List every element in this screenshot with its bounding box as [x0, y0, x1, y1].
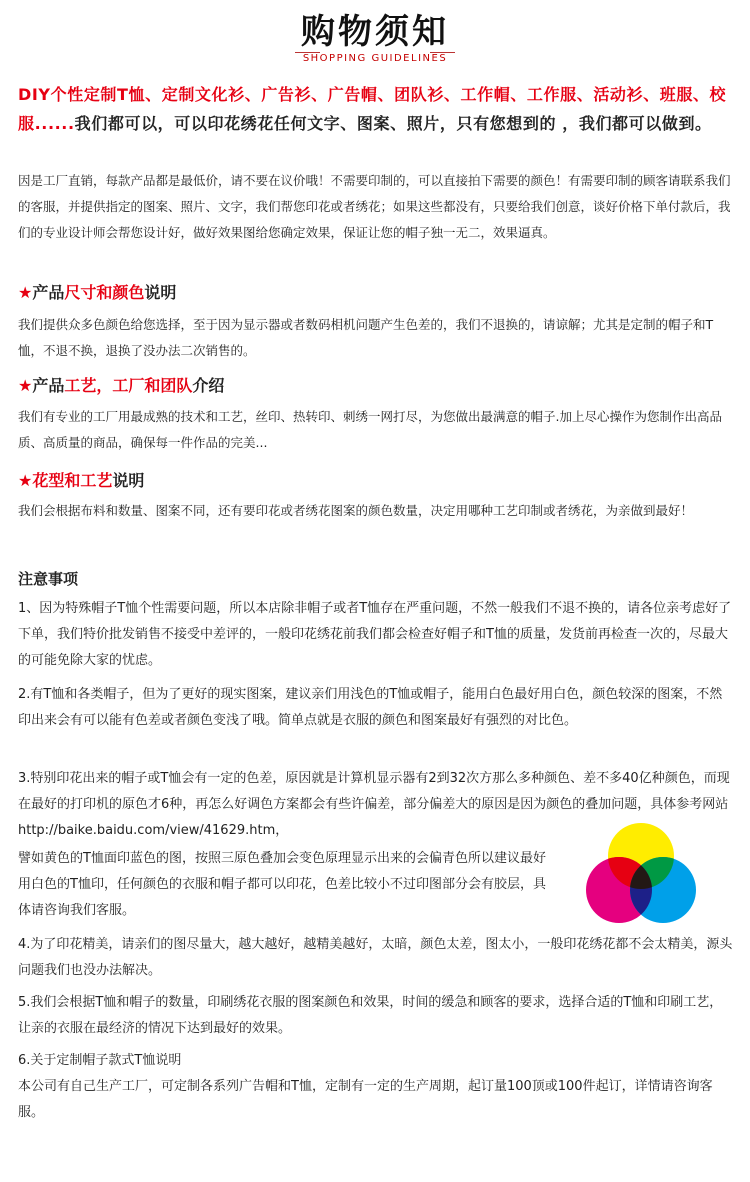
notice-item-6-title: 6.关于定制帽子款式T恤说明: [18, 1053, 182, 1068]
page-header: [0, 12, 750, 70]
notice-item-3-bottom: 譬如黄色的T恤面印蓝色的图，按照三原色叠加会变色原理显示出来的会偏青色所以建议最好用白色的T恤印，任何颜色的衣服和帽子都可以印花，色差比较小不过印图部分会有胶层，具体请咨询我们客服。: [18, 851, 546, 918]
subtitle-row: [295, 52, 455, 70]
heading-highlight: 花型和工艺: [32, 471, 113, 490]
section-heading-craft-factory: [18, 375, 734, 397]
color-mixing-svg: [583, 820, 699, 928]
section-body-pattern-craft: 我们会根据布料和数量、图案不同，还有要印花或者绣花图案的颜色数量，决定用哪种工艺印制或者绣花，为亲做到最好！: [18, 503, 694, 518]
star-icon: ★: [18, 376, 33, 395]
page-subtitle: SHOPPING GUIDELINES: [302, 53, 448, 64]
divider: [430, 52, 455, 53]
notice-item-1: 1、因为特殊帽子T恤个性需要问题，所以本店除非帽子或者T恤存在严重问题，不然一般我们不退不换的，请各位亲考虑好了下单，我们特价批发销售不接受中差评的，一般印花绣花前我们都会检查好帽子和T恤的质量，发货前再检查一次的，尽最大的可能免除大家的忧虑。: [18, 601, 732, 668]
color-mixing-diagram: [583, 820, 699, 928]
heading-suffix: 介绍: [192, 376, 225, 395]
notice-item-2: 2.有T恤和各类帽子，但为了更好的现实图案，建议亲们用浅色的T恤或帽子，能用白色最好用白色，颜色较深的图案，不然印出来会有可以能有色差或者颜色变浅了哦。简单点就是衣服的颜色和图案最好有强烈的对比色。: [18, 687, 723, 728]
heading-prefix: 产品: [32, 376, 65, 395]
heading-highlight: 工艺，工厂和团队: [64, 376, 193, 395]
star-icon: ★: [18, 471, 33, 490]
section-heading-size-color: [18, 282, 734, 304]
intro-products: DIY个性定制T恤、定制文化衫、广告衫、广告帽、团队衫、工作帽、工作服、活动衫、班服、校服......: [18, 85, 727, 133]
section-heading-pattern-craft: [18, 470, 734, 492]
star-icon: ★: [18, 283, 33, 302]
notice-item-4: 4.为了印花精美，请亲们的图尽量大，越大越好，越精美越好，太暗，颜色太差，图太小，一般印花绣花都不会太精美，源头问题我们也没办法解决。: [18, 937, 733, 978]
notice-item-3-top: 3.特别印花出来的帽子或T恤会有一定的色差，原因就是计算机显示器有2到32次方那么多种颜色、差不多40亿种颜色，而现在最好的打印机的原色才6种，再怎么好调色方案都会有些许偏差，部分偏差大的原因是因为颜色的叠加问题，具体参考网站http://baike.baidu.com/view/41629.htm，: [18, 771, 730, 838]
page-title: 购物须知: [301, 12, 449, 52]
notice-item-6-body: 本公司有自己生产工厂，可定制各系列广告帽和T恤，定制有一定的生产周期，起订量100顶或100件起订，详情请咨询客服。: [18, 1079, 713, 1120]
section-body-craft-factory: 我们有专业的工厂用最成熟的技术和工艺，丝印、热转印、刺绣一网打尽，为您做出最满意的帽子.加上尽心操作为您制作出高品质、高质量的商品，确保每一件作品的完美...: [18, 409, 722, 450]
heading-suffix: 说明: [144, 283, 177, 302]
intro-paragraph: 因是工厂直销，每款产品都是最低价，请不要在议价哦！不需要印制的，可以直接拍下需要的颜色！有需要印制的顾客请联系我们的客服，并提供指定的图案、照片、文字，我们帮您印花或者绣花；如果这些都没有，只要给我们创意，谈好价格下单付款后，我们的专业设计师会帮您设计好，做好效果图给您确定效果，保证让您的帽子独一无二，效果逼真。: [18, 173, 731, 240]
heading-prefix: 产品: [32, 283, 65, 302]
intro-claim: 我们都可以，可以印花绣花任何文字、图案、照片，只有您想到的 ，我们都可以做到。: [74, 114, 712, 133]
notice-item-5: 5.我们会根据T恤和帽子的数量，印刷绣花衣服的图案颜色和效果，时间的缓急和顾客的要求，选择合适的T恤和印刷工艺，让亲的衣服在最经济的情况下达到最好的效果。: [18, 995, 723, 1036]
notice-title: 注意事项: [18, 570, 79, 588]
divider: [295, 52, 320, 53]
intro-text: [18, 80, 734, 138]
section-body-size-color: 我们提供众多色颜色给您选择，至于因为显示器或者数码相机问题产生色差的，我们不退换的，请谅解；尤其是定制的帽子和T恤，不退不换，退换了没办法二次销售的。: [18, 317, 714, 358]
heading-suffix: 说明: [112, 471, 145, 490]
heading-highlight: 尺寸和颜色: [64, 283, 145, 302]
